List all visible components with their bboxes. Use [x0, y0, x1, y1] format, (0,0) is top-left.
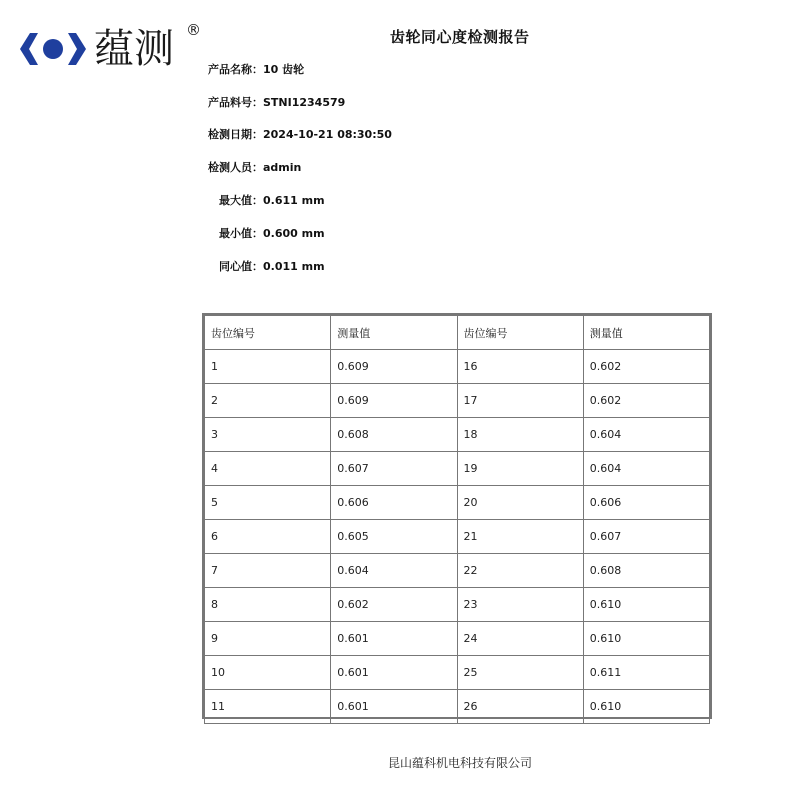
- table-row: [205, 554, 710, 588]
- info-value: 2024-10-21 08:30:50: [263, 128, 392, 141]
- table-cell: 7: [205, 554, 331, 588]
- table-row: [205, 418, 710, 452]
- table-row: [205, 690, 710, 724]
- info-inspector: [208, 159, 301, 175]
- info-label: 最大值: [219, 194, 252, 207]
- table-row: [205, 622, 710, 656]
- table-cell: 0.610: [583, 588, 709, 622]
- table-cell: 18: [457, 418, 583, 452]
- table-cell: 0.607: [583, 520, 709, 554]
- table-cell: 0.611: [583, 656, 709, 690]
- info-inspection-date: [208, 126, 392, 142]
- table-cell: 4: [205, 452, 331, 486]
- info-value: 10 齿轮: [263, 63, 305, 76]
- table-cell: 26: [457, 690, 583, 724]
- info-label: 检测人员: [208, 161, 252, 174]
- table-row: [205, 486, 710, 520]
- header-cell: 齿位编号: [205, 316, 331, 350]
- info-value: admin: [263, 161, 302, 174]
- table-cell: 8: [205, 588, 331, 622]
- info-concentricity-value: [219, 258, 325, 274]
- company-name-footer: 昆山蕴科机电科技有限公司: [388, 756, 533, 770]
- table-cell: 9: [205, 622, 331, 656]
- info-value: 0.600 mm: [263, 227, 325, 240]
- info-label: 最小值: [219, 227, 252, 240]
- info-min-value: [219, 225, 325, 241]
- header-cell: 测量值: [583, 316, 709, 350]
- info-separator: ：: [252, 63, 263, 76]
- table-cell: 0.601: [331, 690, 457, 724]
- report-title: 齿轮同心度检测报告: [390, 28, 530, 46]
- table-cell: 21: [457, 520, 583, 554]
- table-header-row: [205, 316, 710, 350]
- info-separator: ：: [252, 128, 263, 141]
- table-cell: 23: [457, 588, 583, 622]
- table-row: [205, 452, 710, 486]
- table-cell: 0.609: [331, 350, 457, 384]
- info-product-number: [208, 94, 345, 110]
- info-value: 0.611 mm: [263, 194, 325, 207]
- table-cell: 0.606: [331, 486, 457, 520]
- table-cell: 2: [205, 384, 331, 418]
- info-separator: ：: [252, 161, 263, 174]
- table-row: [205, 350, 710, 384]
- table-cell: 0.606: [583, 486, 709, 520]
- company-logo: [18, 21, 201, 73]
- table-cell: 6: [205, 520, 331, 554]
- info-value: 0.011 mm: [263, 260, 325, 273]
- measurement-table: [202, 313, 712, 719]
- table-row: [205, 656, 710, 690]
- table-cell: 5: [205, 486, 331, 520]
- table-cell: 16: [457, 350, 583, 384]
- table-row: [205, 588, 710, 622]
- table-cell: 25: [457, 656, 583, 690]
- table-cell: 0.601: [331, 656, 457, 690]
- table-cell: 0.608: [583, 554, 709, 588]
- table-cell: 0.610: [583, 690, 709, 724]
- table-cell: 0.610: [583, 622, 709, 656]
- table-cell: 0.602: [583, 350, 709, 384]
- info-separator: ：: [252, 194, 263, 207]
- table-cell: 10: [205, 656, 331, 690]
- table-cell: 0.609: [331, 384, 457, 418]
- info-separator: ：: [252, 227, 263, 240]
- table-cell: 1: [205, 350, 331, 384]
- table-cell: 0.604: [583, 418, 709, 452]
- info-label: 同心值: [219, 260, 252, 273]
- table-row: [205, 384, 710, 418]
- info-separator: ：: [252, 260, 263, 273]
- header-cell: 测量值: [331, 316, 457, 350]
- table-cell: 0.605: [331, 520, 457, 554]
- info-value: STNI1234579: [263, 96, 346, 109]
- table-cell: 0.604: [583, 452, 709, 486]
- table-cell: 0.602: [583, 384, 709, 418]
- table-cell: 0.604: [331, 554, 457, 588]
- table-cell: 11: [205, 690, 331, 724]
- table-cell: 0.601: [331, 622, 457, 656]
- info-label: 检测日期: [208, 128, 252, 141]
- table-cell: 0.607: [331, 452, 457, 486]
- table-cell: 0.608: [331, 418, 457, 452]
- table-cell: 17: [457, 384, 583, 418]
- info-separator: ：: [252, 96, 263, 109]
- logo-text: 蕴测: [94, 26, 174, 72]
- table-cell: 0.602: [331, 588, 457, 622]
- table-cell: 22: [457, 554, 583, 588]
- info-max-value: [219, 192, 325, 208]
- info-label: 产品名称: [208, 63, 252, 76]
- table-cell: 19: [457, 452, 583, 486]
- table-row: [205, 520, 710, 554]
- table-cell: 20: [457, 486, 583, 520]
- table-cell: 3: [205, 418, 331, 452]
- registered-mark: ®: [186, 21, 201, 39]
- info-label: 产品料号: [208, 96, 252, 109]
- logo-mark-icon: [18, 29, 88, 69]
- info-product-name: [208, 61, 304, 77]
- header-cell: 齿位编号: [457, 316, 583, 350]
- table-cell: 24: [457, 622, 583, 656]
